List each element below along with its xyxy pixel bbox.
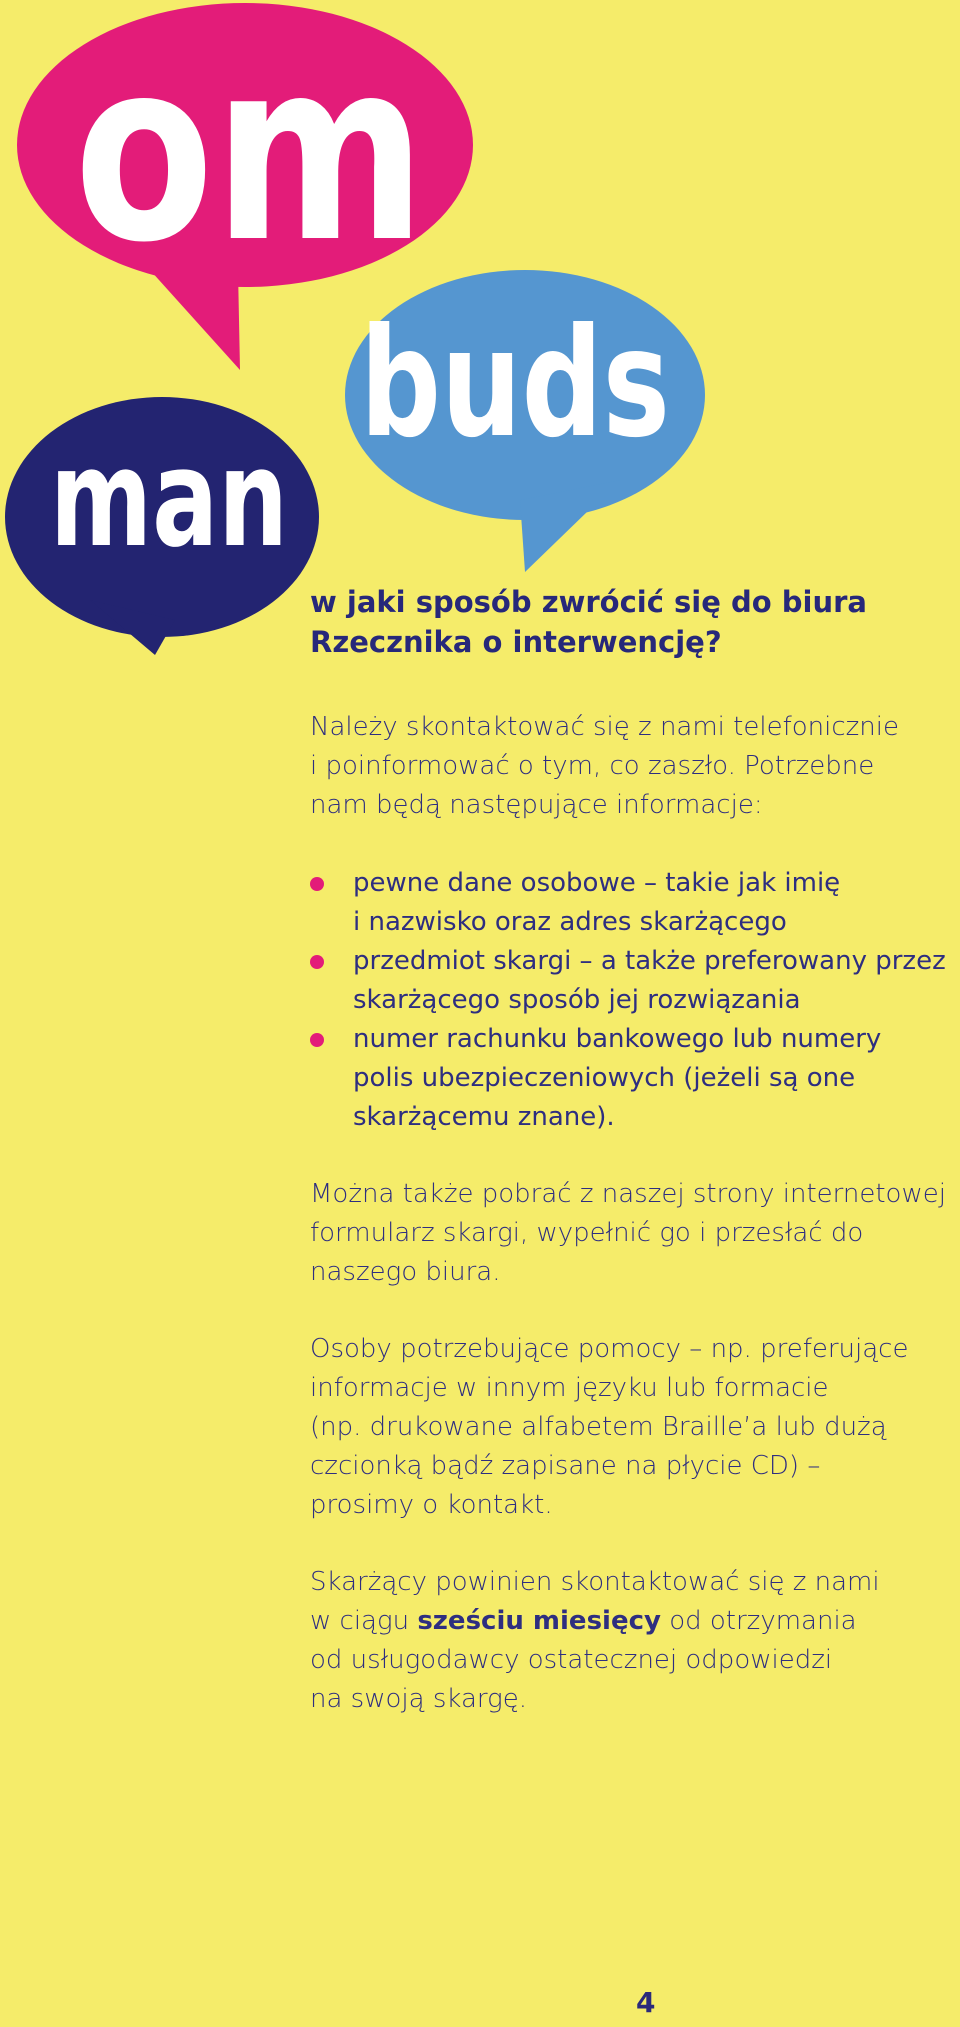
intro-line-3: nam będą następujące informacje: xyxy=(310,790,763,820)
para3-line-2: informacje w innym języku lub formacie xyxy=(310,1373,829,1403)
para4-line-4: na swoją skargę. xyxy=(310,1684,527,1714)
para2-line-2: formularz skargi, wypełnić go i przesłać do xyxy=(310,1218,864,1248)
intro-line-1: Należy skontaktować się z nami telefonicznie xyxy=(310,712,899,742)
page-number: 4 xyxy=(636,1986,656,2019)
para2-line-1: Można także pobrać z naszej strony internetowej xyxy=(310,1179,946,1209)
information-list xyxy=(310,864,960,1137)
list-item-text: skarżącemu znane). xyxy=(353,1102,615,1132)
heading-line-2: Rzecznika o interwencję? xyxy=(310,625,722,659)
intro-line-2: i poinformować o tym, co zaszło. Potrzebne xyxy=(310,751,875,781)
list-item xyxy=(310,864,960,942)
list-item-text: przedmiot skargi – a także preferowany przez xyxy=(353,946,946,976)
list-item xyxy=(310,942,960,1020)
para4-line-2-end: od otrzymania xyxy=(660,1606,857,1636)
page-heading xyxy=(310,582,960,662)
para4-line-2-start: w ciągu xyxy=(310,1606,418,1636)
para2-line-3: naszego biura. xyxy=(310,1257,501,1287)
list-item-text: i nazwisko oraz adres skarżącego xyxy=(353,907,787,937)
bullet-dot-icon xyxy=(310,955,324,969)
list-item-text: skarżącego sposób jej rozwiązania xyxy=(353,985,801,1015)
list-item-text: pewne dane osobowe – takie jak imię xyxy=(353,868,841,898)
para3-line-4: czcionką bądź zapisane na płycie CD) – xyxy=(310,1451,821,1481)
list-item xyxy=(310,1020,960,1137)
para3-line-1: Osoby potrzebujące pomocy – np. preferujące xyxy=(310,1334,909,1364)
logo-word-buds: buds xyxy=(360,297,670,471)
para3-line-5: prosimy o kontakt. xyxy=(310,1490,553,1520)
logo-word-man: man xyxy=(50,420,288,577)
ombudsman-logo xyxy=(0,0,960,660)
bullet-dot-icon xyxy=(310,1033,324,1047)
deadline-paragraph xyxy=(310,1563,960,1719)
assistance-paragraph xyxy=(310,1330,960,1525)
para3-line-3: (np. drukowane alfabetem Braille’a lub dużą xyxy=(310,1412,887,1442)
logo-word-om: om xyxy=(74,6,426,297)
bullet-dot-icon xyxy=(310,877,324,891)
download-form-paragraph xyxy=(310,1175,960,1292)
heading-line-1: w jaki sposób zwrócić się do biura xyxy=(310,585,867,619)
six-months-emphasis: sześciu miesięcy xyxy=(417,1606,661,1636)
para4-line-3: od usługodawcy ostatecznej odpowiedzi xyxy=(310,1645,833,1675)
intro-paragraph xyxy=(310,708,960,825)
main-content xyxy=(310,582,960,1719)
para4-line-1: Skarżący powinien skontaktować się z nami xyxy=(310,1567,880,1597)
list-item-text: numer rachunku bankowego lub numery xyxy=(353,1024,882,1054)
list-item-text: polis ubezpieczeniowych (jeżeli są one xyxy=(353,1063,856,1093)
